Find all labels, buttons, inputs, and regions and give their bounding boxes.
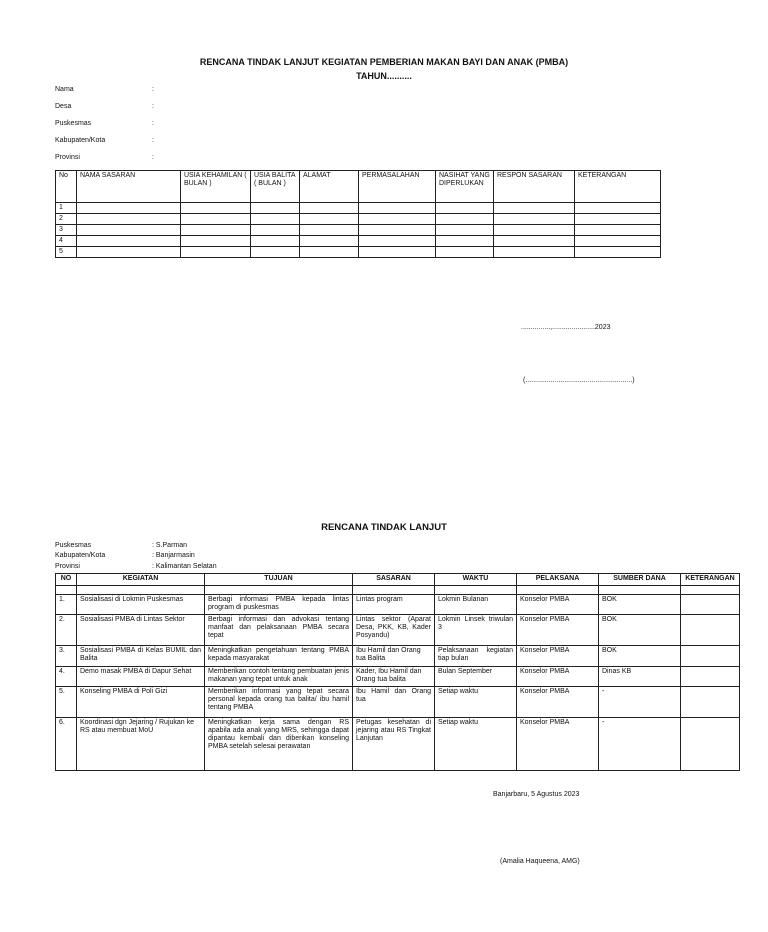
cell: [359, 214, 436, 225]
row-pelaksana: Konselor PMBA: [517, 687, 599, 718]
row-sumber-dana: BOK: [599, 646, 681, 667]
row-waktu: Setiap waktu: [435, 687, 517, 718]
cell: [251, 214, 300, 225]
header-alamat: ALAMAT: [300, 171, 359, 203]
row-pelaksana: Konselor PMBA: [517, 646, 599, 667]
cell: [77, 203, 181, 214]
field-label: Nama: [55, 86, 74, 93]
row-sumber-dana: -: [599, 687, 681, 718]
header-pelaksana: PELAKSANA: [517, 574, 599, 586]
row-no: 4.: [56, 667, 77, 687]
header-kegiatan: KEGIATAN: [77, 574, 205, 586]
form2-title: RENCANA TINDAK LANJUT: [321, 522, 447, 533]
info-value: : Kalimantan Selatan: [152, 563, 217, 570]
cell: [353, 586, 435, 595]
info-value: : Banjarmasin: [152, 552, 195, 559]
cell: [181, 203, 251, 214]
row-number: 2: [56, 214, 77, 225]
table-row: [56, 595, 740, 615]
cell: [436, 236, 494, 247]
cell: [435, 586, 517, 595]
row-number: 5: [56, 247, 77, 258]
table-header-row: [56, 171, 661, 203]
info-label: Provinsi: [55, 563, 80, 570]
row-keterangan: [681, 615, 740, 646]
form1-date-line: ...............,......................2023: [521, 324, 611, 331]
field-label: Kabupaten/Kota: [55, 137, 106, 144]
header-keterangan: KETERANGAN: [681, 574, 740, 586]
cell: [436, 247, 494, 258]
row-tujuan: Memberikan informasi yang tepat secara personal kepada orang tua balita/ ibu hamil tentang PMBA: [205, 687, 353, 718]
field-colon: :: [152, 120, 154, 127]
cell: [436, 225, 494, 236]
header-tujuan: TUJUAN: [205, 574, 353, 586]
row-pelaksana: Konselor PMBA: [517, 667, 599, 687]
info-label: Puskesmas: [55, 542, 92, 549]
table-row: [56, 718, 740, 771]
cell: [251, 236, 300, 247]
form2-date-line: Banjarbaru, 5 Agustus 2023: [493, 791, 580, 798]
field-label: Puskesmas: [55, 120, 92, 127]
row-kegiatan: Sosialisasi PMBA di Lintas Sektor: [77, 615, 205, 646]
cell: [575, 225, 661, 236]
cell: [251, 247, 300, 258]
field-colon: :: [152, 154, 154, 161]
row-kegiatan: Konseling PMBA di Poli Gizi: [77, 687, 205, 718]
form1-signature-line: (.......................................................): [523, 377, 635, 384]
cell: [494, 247, 575, 258]
row-no: 6.: [56, 718, 77, 771]
field-provinsi: [55, 154, 154, 161]
row-number: 3: [56, 225, 77, 236]
field-label: Provinsi: [55, 154, 80, 161]
header-usia-kehamilan: USIA KEHAMILAN ( BULAN ): [181, 171, 251, 203]
cell: [436, 214, 494, 225]
cell: [251, 225, 300, 236]
row-kegiatan: Demo masak PMBA di Dapur Sehat: [77, 667, 205, 687]
row-waktu: Bulan September: [435, 667, 517, 687]
cell: [300, 214, 359, 225]
cell: [300, 236, 359, 247]
cell: [251, 203, 300, 214]
row-keterangan: [681, 687, 740, 718]
cell: [300, 203, 359, 214]
cell: [77, 236, 181, 247]
cell: [77, 214, 181, 225]
row-sumber-dana: -: [599, 718, 681, 771]
row-sumber-dana: BOK: [599, 615, 681, 646]
row-sasaran: Lintas sektor (Aparat Desa, PKK, KB, Kader Posyandu): [353, 615, 435, 646]
cell: [300, 225, 359, 236]
row-keterangan: [681, 646, 740, 667]
table-row: [56, 225, 661, 236]
row-keterangan: [681, 595, 740, 615]
row-waktu: Setiap waktu: [435, 718, 517, 771]
cell: [575, 214, 661, 225]
info-kabupaten: [55, 551, 195, 560]
cell: [575, 247, 661, 258]
field-kabupaten: [55, 137, 154, 144]
form2-signature-name: (Amalia Haqueena, AMG): [500, 858, 580, 865]
cell: [300, 247, 359, 258]
cell: [56, 586, 77, 595]
info-provinsi: [55, 562, 217, 571]
row-tujuan: Memberikan contoh tentang pembuatan jenis makanan yang tepat untuk anak: [205, 667, 353, 687]
cell: [494, 214, 575, 225]
spacer-row: [56, 586, 740, 595]
row-sasaran: Lintas program: [353, 595, 435, 615]
cell: [517, 586, 599, 595]
row-no: 2.: [56, 615, 77, 646]
header-usia-balita: USIA BALITA ( BULAN ): [251, 171, 300, 203]
row-keterangan: [681, 718, 740, 771]
row-tujuan: Berbagi informasi PMBA kepada lintas program di puskesmas: [205, 595, 353, 615]
row-pelaksana: Konselor PMBA: [517, 718, 599, 771]
cell: [359, 225, 436, 236]
header-sumber-dana: SUMBER DANA: [599, 574, 681, 586]
header-no: NO: [56, 574, 77, 586]
row-sumber-dana: Dinas KB: [599, 667, 681, 687]
cell: [599, 586, 681, 595]
table-row: [56, 646, 740, 667]
header-permasalahan: PERMASALAHAN: [359, 171, 436, 203]
row-kegiatan: Sosialisasi PMBA di Kelas BUMIL dan Balita: [77, 646, 205, 667]
cell: [494, 203, 575, 214]
table-header-row: [56, 574, 740, 586]
field-colon: :: [152, 137, 154, 144]
field-desa: [55, 103, 154, 110]
cell: [681, 586, 740, 595]
row-pelaksana: Konselor PMBA: [517, 615, 599, 646]
cell: [181, 225, 251, 236]
row-sasaran: Ibu Hamil dan Orang tua Balita: [353, 646, 435, 667]
cell: [77, 586, 205, 595]
row-kegiatan: Koordinasi dgn Jejaring / Rujukan ke RS atau membuat MoU: [77, 718, 205, 771]
table-row: [56, 667, 740, 687]
field-colon: :: [152, 86, 154, 93]
info-value: : S.Parman: [152, 542, 188, 549]
header-no: No: [56, 171, 77, 203]
field-label: Desa: [55, 103, 72, 110]
cell: [77, 247, 181, 258]
info-label: Kabupaten/Kota: [55, 552, 106, 559]
cell: [575, 236, 661, 247]
cell: [181, 236, 251, 247]
cell: [359, 247, 436, 258]
row-tujuan: Meningkatkan kerja sama dengan RS apabila ada anak yang MRS, sehingga dapat dipantau kembali dan diberikan konseling PMBA setelah selesai perawatan: [205, 718, 353, 771]
header-respon: RESPON SASARAN: [494, 171, 575, 203]
row-kegiatan: Sosialisasi di Lokmin Puskesmas: [77, 595, 205, 615]
row-waktu: Lokmin Linsek triwulan 3: [435, 615, 517, 646]
row-number: 1: [56, 203, 77, 214]
table-row: [56, 236, 661, 247]
target-table: [55, 170, 661, 258]
header-waktu: WAKTU: [435, 574, 517, 586]
cell: [359, 203, 436, 214]
table-row: [56, 247, 661, 258]
cell: [575, 203, 661, 214]
row-no: 5.: [56, 687, 77, 718]
cell: [181, 247, 251, 258]
cell: [494, 236, 575, 247]
field-colon: :: [152, 103, 154, 110]
row-sasaran: Petugas kesehatan di jejaring atau RS Tingkat Lanjutan: [353, 718, 435, 771]
table-row: [56, 615, 740, 646]
row-waktu: Pelaksanaan kegiatan tiap bulan: [435, 646, 517, 667]
header-nama-sasaran: NAMA SASARAN: [77, 171, 181, 203]
row-tujuan: Berbagi informasi dan advokasi tentang manfaat dan pelaksanaan PMBA secara tepat: [205, 615, 353, 646]
cell: [359, 236, 436, 247]
table-row: [56, 203, 661, 214]
action-plan-table: [55, 573, 740, 771]
row-waktu: Lokmin Bulanan: [435, 595, 517, 615]
cell: [181, 214, 251, 225]
header-nasihat: NASIHAT YANG DIPERLUKAN: [436, 171, 494, 203]
cell: [494, 225, 575, 236]
header-keterangan: KETERANGAN: [575, 171, 661, 203]
cell: [436, 203, 494, 214]
row-tujuan: Meningkatkan pengetahuan tentang PMBA kepada masyarakat: [205, 646, 353, 667]
row-number: 4: [56, 236, 77, 247]
form1-title: RENCANA TINDAK LANJUT KEGIATAN PEMBERIAN MAKAN BAYI DAN ANAK (PMBA): [199, 57, 569, 67]
form1-subtitle-year: TAHUN..........: [356, 71, 412, 81]
row-no: 3.: [56, 646, 77, 667]
row-keterangan: [681, 667, 740, 687]
row-sasaran: Kader, Ibu Hamil dan Orang tua balita: [353, 667, 435, 687]
row-sumber-dana: BOK: [599, 595, 681, 615]
info-puskesmas: [55, 541, 187, 550]
table-row: [56, 687, 740, 718]
cell: [77, 225, 181, 236]
row-pelaksana: Konselor PMBA: [517, 595, 599, 615]
row-sasaran: Ibu Hamil dan Orang tua: [353, 687, 435, 718]
cell: [205, 586, 353, 595]
row-no: 1.: [56, 595, 77, 615]
field-nama: [55, 86, 154, 93]
table-row: [56, 214, 661, 225]
field-puskesmas: [55, 120, 154, 127]
header-sasaran: SASARAN: [353, 574, 435, 586]
